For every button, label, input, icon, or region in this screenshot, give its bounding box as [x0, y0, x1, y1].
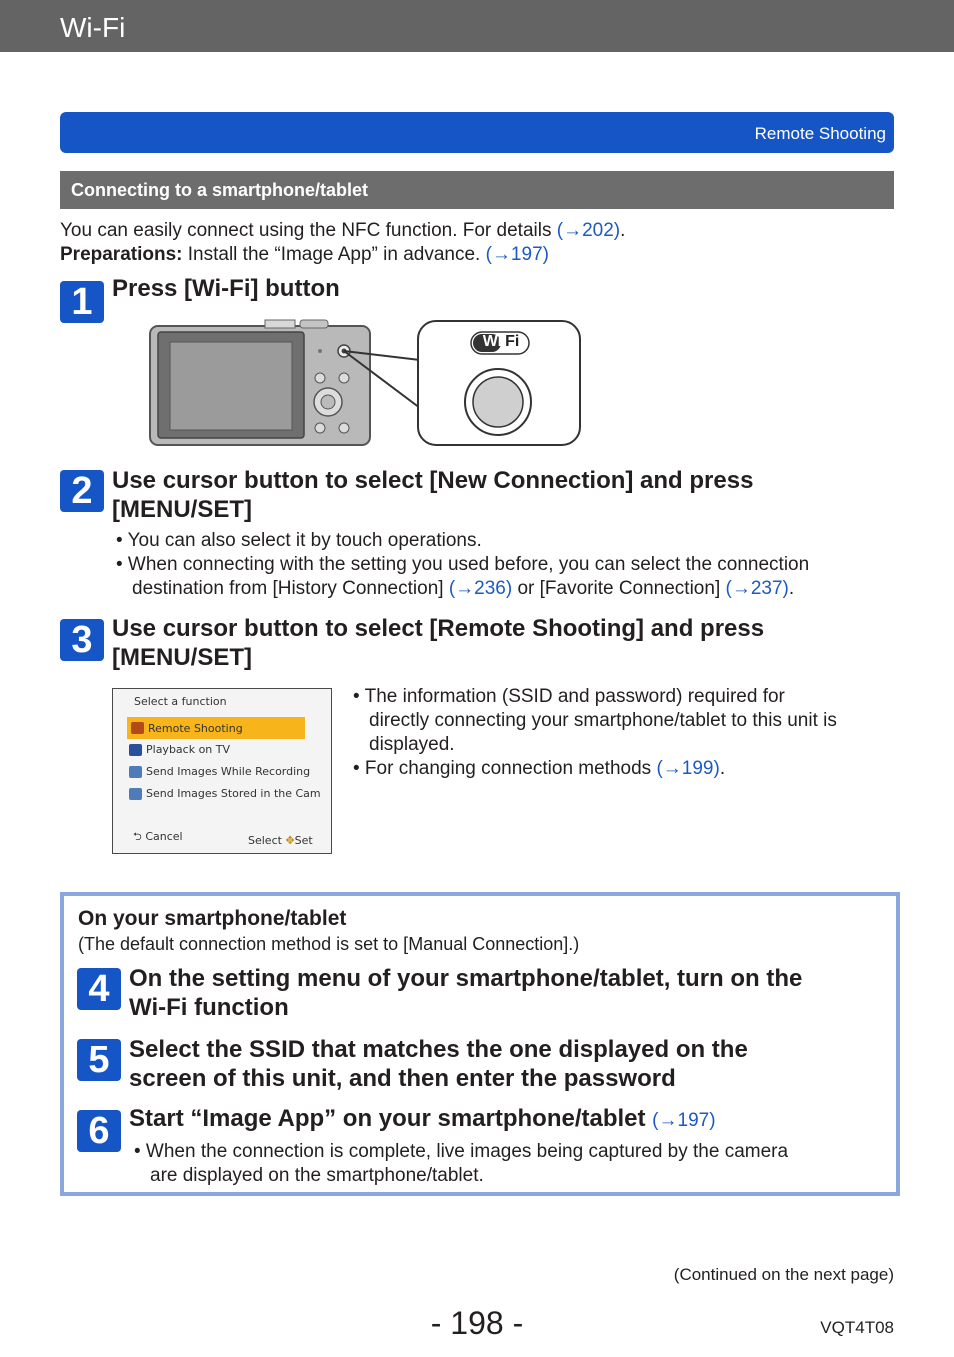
panel-title: On your smartphone/tablet	[78, 907, 347, 930]
menu-item-label: Send Images Stored in the Cam	[146, 787, 321, 800]
step-2-bullet-2d: .	[788, 578, 795, 599]
intro-end: .	[620, 220, 626, 241]
menu-item-label: Playback on TV	[146, 743, 231, 756]
step-6-bullet	[134, 1140, 874, 1188]
menu-item-send-recording[interactable]	[129, 765, 310, 778]
step-6-bullet-b: are displayed on the smartphone/tablet.	[150, 1165, 484, 1186]
camera-screen	[112, 688, 332, 854]
step-6-bullet-a: • When the connection is complete, live images being captured by the camera	[134, 1141, 789, 1162]
step-5-title-line1: Select the SSID that matches the one displayed on the	[129, 1036, 748, 1063]
screen-title: Select a function	[134, 695, 227, 708]
continued-note: (Continued on the next page)	[673, 1265, 894, 1284]
step-3-title-line2: [MENU/SET]	[112, 644, 252, 671]
favorite-link[interactable]: (→237)	[725, 578, 789, 599]
step-number-2: 2	[60, 470, 104, 512]
select-set-hint	[248, 834, 313, 847]
step-3-bullet-1c: displayed.	[369, 734, 455, 755]
intro-line	[60, 220, 625, 242]
header-bar	[0, 0, 954, 52]
step-4-title	[129, 964, 802, 1022]
section-label: Remote Shooting	[754, 124, 886, 143]
step-5-title	[129, 1035, 748, 1093]
step-number-4: 4	[77, 968, 121, 1010]
connection-methods-link[interactable]: (→199)	[656, 758, 720, 779]
step-3-title-line1: Use cursor button to select [Remote Shooting] and press	[112, 615, 765, 642]
return-icon: ⮌	[133, 830, 142, 843]
step-2-bullet-2	[116, 553, 896, 601]
wifi-label-wi: Wi	[482, 333, 503, 350]
step-number-5: 5	[77, 1039, 121, 1081]
tv-icon	[129, 744, 142, 756]
step-3-bullet-2a: • For changing connection methods	[353, 758, 657, 779]
step-5-title-line2: screen of this unit, and then enter the password	[129, 1065, 676, 1092]
step-3-bullet-1b: directly connecting your smartphone/tablet to this unit is	[369, 710, 837, 731]
step-number-6: 6	[77, 1110, 121, 1152]
set-label: Set	[294, 834, 313, 847]
step-2-title-line1: Use cursor button to select [New Connection] and press	[112, 467, 754, 494]
smartphone-panel	[60, 892, 900, 1196]
nfc-link[interactable]: (→202)	[556, 220, 621, 241]
step-3-bullet-1a: • The information (SSID and password) required for	[353, 686, 785, 707]
step-3-bullet-2	[353, 757, 898, 781]
step-2-bullet-2c: or [Favorite Connection]	[512, 578, 726, 599]
step-6-title-text: Start “Image App” on your smartphone/tablet	[129, 1105, 653, 1132]
step-4-title-line1: On the setting menu of your smartphone/tablet, turn on the	[129, 965, 803, 992]
menu-item-playback-tv[interactable]	[129, 743, 230, 756]
wifi-label-fi: Fi	[505, 333, 520, 350]
step-6-title	[129, 1104, 716, 1135]
panel-subtitle: (The default connection method is set to [Manual Connection].)	[78, 934, 580, 954]
page-number: - 198 -	[430, 1305, 524, 1341]
cancel-label: Cancel	[145, 830, 183, 843]
step-3-bullet-1	[353, 685, 898, 757]
send-stored-icon	[129, 788, 142, 800]
menu-item-remote-shooting[interactable]	[127, 717, 305, 739]
step-number-3: 3	[60, 619, 104, 661]
step-number-1: 1	[60, 281, 104, 323]
step-2-bullets	[116, 529, 896, 601]
preparations-text: Install the “Image App” in advance.	[182, 244, 486, 265]
step-6-bullets	[134, 1140, 874, 1188]
step-2-title	[112, 466, 753, 524]
step-2-bullet-2b: destination from [History Connection]	[132, 578, 449, 599]
remote-shooting-icon	[131, 722, 144, 734]
image-app-link-2[interactable]: (→197)	[652, 1110, 716, 1131]
step-2-bullet-2a: • When connecting with the setting you used before, you can select the connection	[116, 554, 810, 575]
send-recording-icon	[129, 766, 142, 778]
step-3-title	[112, 614, 764, 672]
wifi-button-label	[474, 332, 528, 352]
step-4-title-line2: Wi-Fi function	[129, 994, 289, 1021]
preparations-label: Preparations:	[60, 244, 183, 265]
history-link[interactable]: (→236)	[448, 578, 513, 599]
menu-item-label: Send Images While Recording	[146, 765, 311, 778]
header-title: Wi-Fi	[60, 12, 126, 43]
subsection-bar	[60, 171, 894, 209]
step-3-bullets	[353, 685, 898, 781]
menu-item-label: Remote Shooting	[148, 721, 243, 735]
step-2-bullet-1: • You can also select it by touch operations.	[116, 530, 482, 551]
select-label: Select	[248, 834, 282, 847]
section-bar	[60, 112, 894, 153]
model-code: VQT4T08	[820, 1318, 894, 1337]
subsection-label: Connecting to a smartphone/tablet	[71, 180, 369, 200]
step-3-bullet-2-end: .	[719, 758, 726, 779]
step-1-title: Press [Wi-Fi] button	[112, 275, 340, 302]
image-app-link[interactable]: (→197)	[485, 244, 549, 265]
cancel-hint	[133, 828, 183, 847]
menu-item-send-stored[interactable]	[129, 787, 321, 800]
cursor-icon: ✥	[285, 834, 295, 847]
step-2-title-line2: [MENU/SET]	[112, 496, 252, 523]
intro-text: You can easily connect using the NFC function. For details	[60, 220, 557, 241]
preparations-line	[60, 244, 549, 266]
